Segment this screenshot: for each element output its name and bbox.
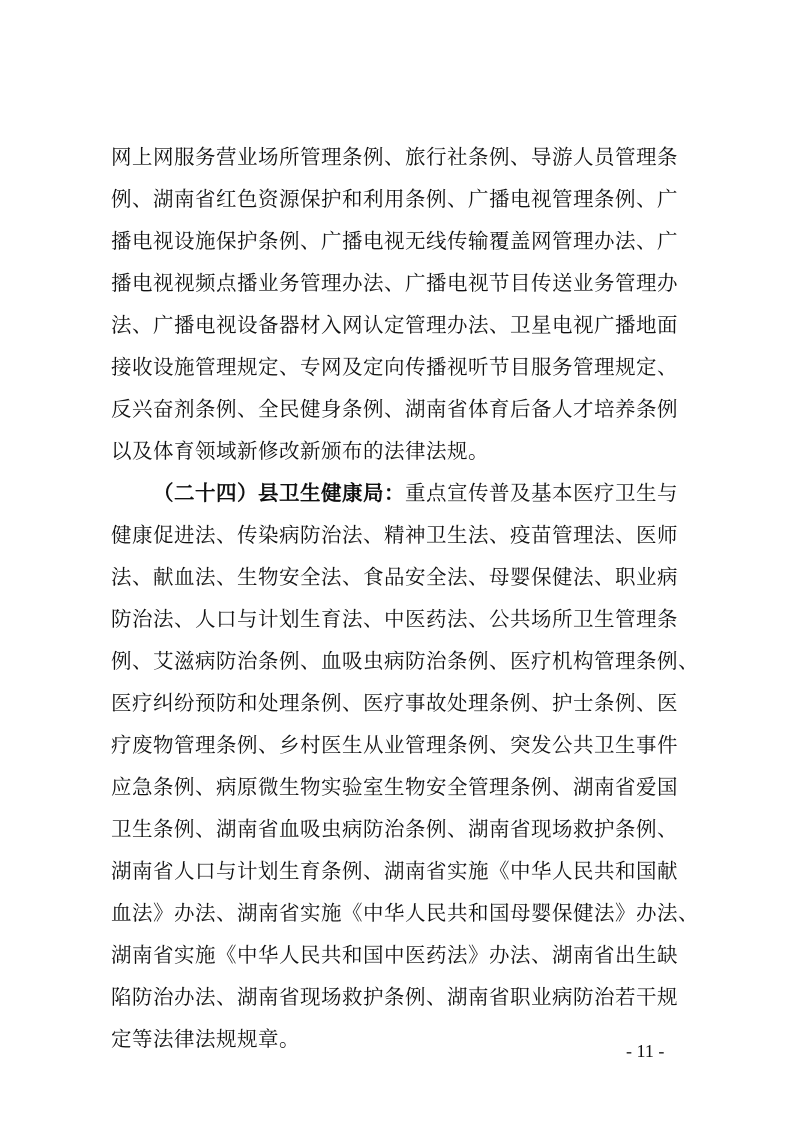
paragraph-line: 接收设施管理规定、专网及定向传播视听节目服务管理规定、 [111,355,678,379]
paragraph-line: 法、广播电视设备器材入网认定管理办法、卫星电视广播地面 [111,313,678,337]
paragraph-line: 湖南省人口与计划生育条例、湖南省实施《中华人民共和国献 [111,859,678,883]
paragraph-line: 反兴奋剂条例、全民健身条例、湖南省体育后备人才培养条例 [111,397,678,421]
paragraph-line: 例、艾滋病防治条例、血吸虫病防治条例、医疗机构管理条例、 [111,649,699,673]
paragraph-line: 健康促进法、传染病防治法、精神卫生法、疫苗管理法、医师 [111,523,678,547]
section-heading: （二十四）县卫生健康局： [153,481,405,505]
paragraph-line: 疗废物管理条例、乡村医生从业管理条例、突发公共卫生事件 [111,733,678,757]
paragraph-line: 医疗纠纷预防和处理条例、医疗事故处理条例、护士条例、医 [111,691,678,715]
page-number: - 11 - [626,1041,665,1061]
paragraph-line: 防治法、人口与计划生育法、中医药法、公共场所卫生管理条 [111,607,678,631]
section-first-line [153,473,793,514]
paragraph-line: 卫生条例、湖南省血吸虫病防治条例、湖南省现场救护条例、 [111,817,678,841]
paragraph-line: 网上网服务营业场所管理条例、旅行社条例、导游人员管理条 [111,145,678,169]
paragraph-line: 血法》办法、湖南省实施《中华人民共和国母婴保健法》办法、 [111,901,699,925]
paragraph-line: 播电视视频点播业务管理办法、广播电视节目传送业务管理办 [111,271,678,295]
section-first-line-text: 重点宣传普及基本医疗卫生与 [405,481,678,505]
paragraph-line: 湖南省实施《中华人民共和国中医药法》办法、湖南省出生缺 [111,943,678,967]
paragraph-line: 应急条例、病原微生物实验室生物安全管理条例、湖南省爱国 [111,775,678,799]
paragraph-line: 例、湖南省红色资源保护和利用条例、广播电视管理条例、广 [111,187,678,211]
paragraph-line: 法、献血法、生物安全法、食品安全法、母婴保健法、职业病 [111,565,678,589]
paragraph-line: 定等法律法规规章。 [111,1027,300,1051]
paragraph-line: 以及体育领域新修改新颁布的法律法规。 [111,439,489,463]
paragraph-line: 播电视设施保护条例、广播电视无线传输覆盖网管理办法、广 [111,229,678,253]
paragraph-line: 陷防治办法、湖南省现场救护条例、湖南省职业病防治若干规 [111,985,678,1009]
